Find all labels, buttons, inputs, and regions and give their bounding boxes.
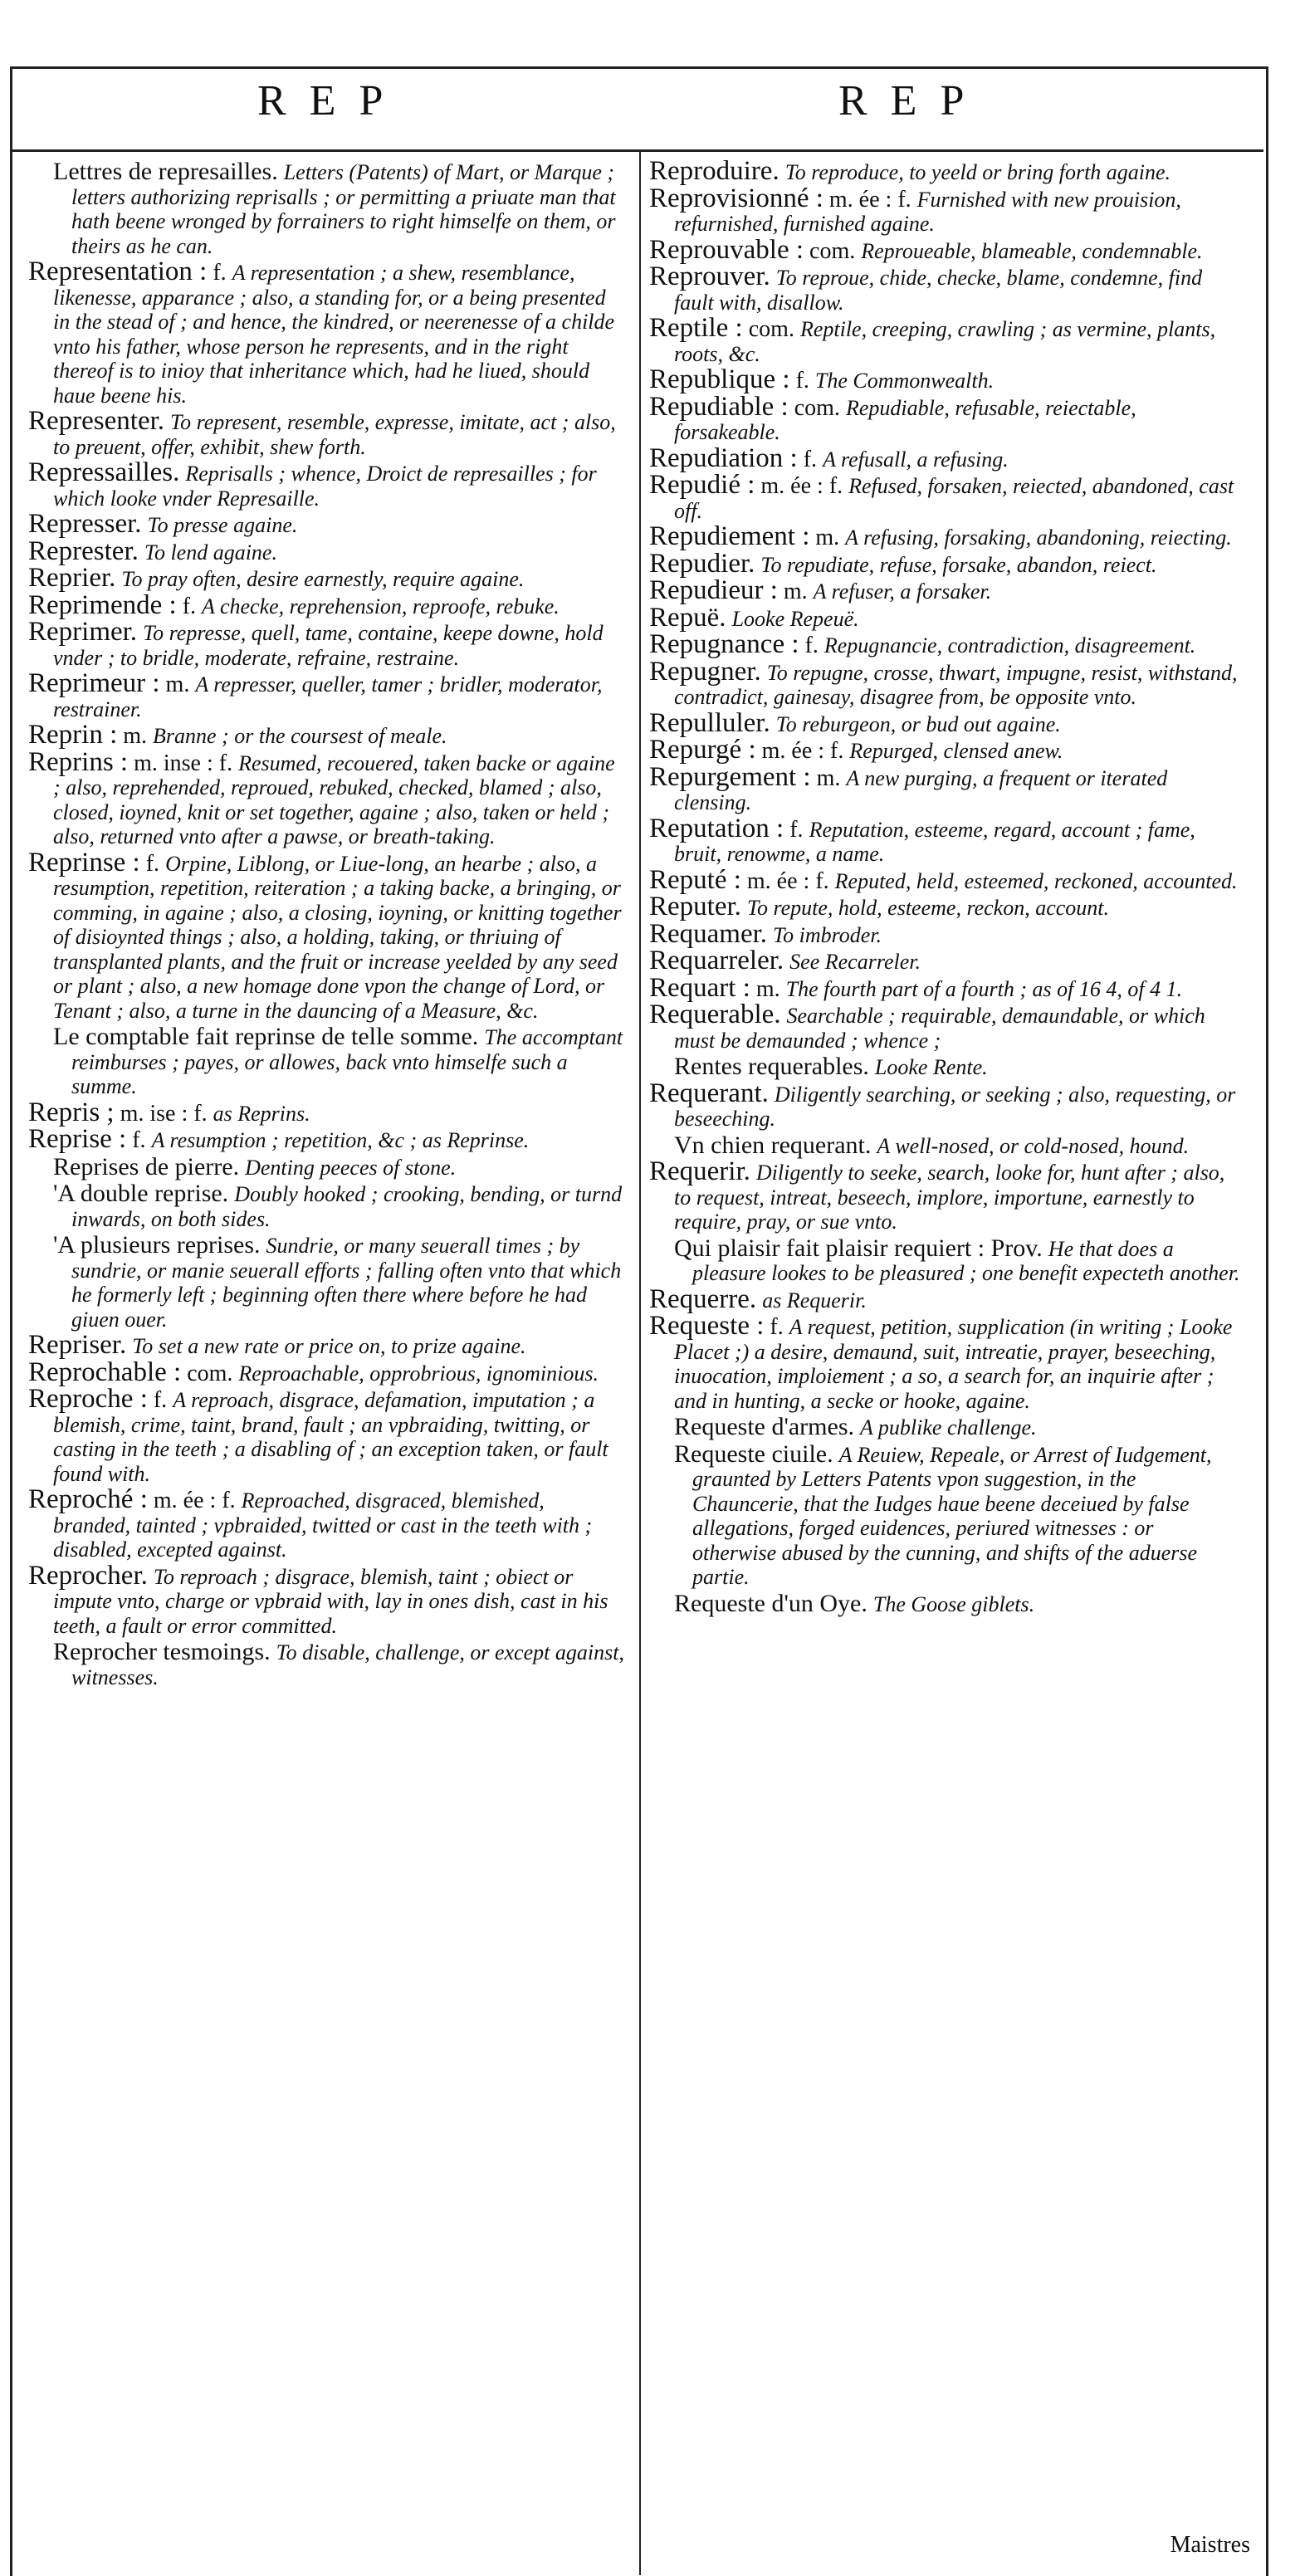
headword: Requerir. <box>649 1156 750 1186</box>
headword: Reprise : <box>28 1124 127 1154</box>
grammar-label: m. ise : f. <box>120 1100 208 1127</box>
dictionary-entry <box>649 183 1243 237</box>
dictionary-entry <box>649 1156 1243 1234</box>
dictionary-entry <box>28 509 626 539</box>
dictionary-entry <box>649 156 1243 186</box>
dictionary-entry <box>28 1330 626 1360</box>
right-column <box>649 156 1243 1618</box>
definition: The Goose giblets. <box>872 1591 1035 1616</box>
grammar-label: f. <box>213 260 227 286</box>
headword: Qui plaisir fait plaisir requiert : Prov. <box>674 1234 1043 1262</box>
dictionary-entry <box>649 918 1243 949</box>
sub-entry <box>28 1233 626 1332</box>
sub-entry <box>28 1640 626 1689</box>
grammar-label: f. <box>145 850 160 877</box>
grammar-label: m. ée : f. <box>761 738 844 764</box>
definition: Denting peeces of stone. <box>245 1155 457 1180</box>
dictionary-entry <box>649 972 1243 1003</box>
dictionary-entry <box>28 1384 626 1486</box>
headword: Reputer. <box>649 892 741 921</box>
grammar-label: m. <box>815 525 840 550</box>
grammar-label: com. <box>187 1360 233 1386</box>
column-divider <box>639 151 641 2575</box>
headword: Republique : <box>649 364 790 394</box>
dictionary-entry <box>28 1560 626 1639</box>
headword: Reproché : <box>28 1484 148 1514</box>
dictionary-entry <box>649 761 1243 815</box>
headword: 'A double reprise. <box>53 1180 229 1207</box>
definition: See Recarreler. <box>789 950 921 974</box>
dictionary-entry <box>28 668 626 721</box>
definition: A Reuiew, Repeale, or Arrest of Iudgement, graunted by Letters Patents vpon suggestion, in the Chauncerie, that the Iudges haue beene deceiued by false allegations, forged euidences, periured witnesses : or otherwise abused by the cunning, and shifts of the aduerse partie. <box>692 1442 1212 1589</box>
catchword: Maistres <box>1170 2532 1250 2558</box>
definition: Reptile, creeping, crawling ; as vermine, plants, roots, &c. <box>674 317 1216 366</box>
sub-entry <box>28 1152 626 1180</box>
definition: as Requerir. <box>762 1288 867 1312</box>
definition: To reburgeon, or bud out againe. <box>775 711 1061 736</box>
sub-entry <box>28 1024 626 1099</box>
definition: To disable, challenge, or except against, witnesses. <box>71 1640 624 1689</box>
headword: Requart : <box>649 972 750 1003</box>
headword: Repudier. <box>649 548 755 579</box>
definition: A representation ; a shew, resemblance, likenesse, apparance ; also, a standing for, or a being presented in the stead of ; and hence, the kindred, or neerenesse of a childe vnto his father, whose person he represents, and in the right thereof is to inioy that inheritance which, had he liued, should haue beene his. <box>53 261 615 408</box>
definition: To set a new rate or price on, to prize againe. <box>132 1334 526 1358</box>
grammar-label: m. <box>165 672 190 697</box>
headword: Repudiement : <box>649 521 810 551</box>
headword: Repuë. <box>649 602 726 633</box>
headword: Reprins : <box>28 746 129 777</box>
definition: Sundrie, or many seuerall times ; by sundrie, or manie seuerall efforts ; falling often vnto that which he formerly left ; beginning often there where before he had giuen ouer. <box>71 1234 622 1332</box>
dictionary-entry <box>649 262 1243 315</box>
definition: Reputed, held, esteemed, reckoned, accounted. <box>834 868 1238 893</box>
headword: Reprocher tesmoings. <box>53 1638 271 1665</box>
dictionary-entry <box>28 1124 626 1154</box>
header-rule <box>10 149 1263 152</box>
dictionary-entry <box>649 548 1243 579</box>
definition: Letters (Patents) of Mart, or Marque ; letters authorizing reprisalls ; or permitting a priuate man that hath beene wronged by forrainers to right himselfe on them, or theirs as he can. <box>71 160 616 258</box>
headword: Le comptable fait reprinse de telle somme. <box>53 1023 479 1050</box>
dictionary-entry <box>649 813 1243 867</box>
grammar-label: f. <box>132 1127 146 1153</box>
dictionary-entry <box>28 563 626 593</box>
dictionary-entry <box>28 1356 626 1387</box>
dictionary-entry <box>649 864 1243 895</box>
headword: Requerant. <box>649 1078 769 1108</box>
grammar-label: com. <box>748 316 794 342</box>
headword: Reprier. <box>28 563 116 593</box>
dictionary-entry <box>28 535 626 566</box>
headword: Reprouvable : <box>649 234 804 265</box>
sub-entry <box>28 1181 626 1231</box>
definition: Reproachable, opprobrious, ignominious. <box>238 1361 599 1386</box>
definition: The fourth part of a fourth ; as of 16 4, of 4 1. <box>785 976 1183 1001</box>
definition: To presse againe. <box>147 513 298 537</box>
dictionary-entry <box>28 746 626 849</box>
definition: To pray often, desire earnestly, require againe. <box>121 567 525 591</box>
headword: Requeste d'un Oye. <box>674 1589 867 1617</box>
dictionary-entry <box>649 364 1243 394</box>
headword: Reprimer. <box>28 617 138 647</box>
definition: Reproached, disgraced, blemished, branded, tainted ; vpbraided, twitted or cast in the teeth with ; disabled, excepted against. <box>53 1488 593 1562</box>
dictionary-entry <box>649 442 1243 473</box>
definition: A reproach, disgrace, defamation, imputation ; a blemish, crime, taint, brand, fault ; an vpbraiding, twitting, or casting in the teeth ; a disabling of ; an exception taken, or fault found with. <box>53 1388 608 1486</box>
definition: A represser, queller, tamer ; bridler, moderator, restrainer. <box>53 672 603 721</box>
definition: To represent, resemble, expresse, imitate, act ; also, to preuent, offer, exhibit, shew forth. <box>53 410 616 459</box>
definition: Reproueable, blameable, condemnable. <box>861 238 1203 263</box>
headword: Reputé : <box>649 864 741 895</box>
grammar-label: m. ée : f. <box>760 473 843 499</box>
grammar-label: f. <box>770 1314 784 1340</box>
dictionary-entry <box>649 1311 1243 1413</box>
definition: A resumption ; repetition, &c ; as Reprinse. <box>151 1128 530 1152</box>
grammar-label: m. <box>123 723 148 749</box>
headword: 'A plusieurs reprises. <box>53 1231 261 1259</box>
sub-entry <box>649 1236 1243 1286</box>
dictionary-entry <box>649 1000 1243 1053</box>
dictionary-entry <box>28 617 626 670</box>
definition: To reproue, chide, checke, blame, condemne, find fault with, disallow. <box>674 266 1203 315</box>
headword: Requerable. <box>649 1000 781 1029</box>
headword: Reproche : <box>28 1384 148 1414</box>
dictionary-entry <box>649 602 1243 633</box>
definition: Looke Repeuë. <box>731 606 859 631</box>
definition: He that does a pleasure lookes to be pleasured ; one benefit expecteth another. <box>692 1236 1240 1285</box>
definition: To repugne, crosse, thwart, impugne, resist, withstand, contradict, gainesay, disagree from, be opposite vnto. <box>674 660 1238 709</box>
sub-entry <box>649 1415 1243 1440</box>
dictionary-entry <box>28 457 626 511</box>
headword: Represser. <box>28 509 142 539</box>
definition: The accomptant reimburses ; payes, or allowes, back vnto himselfe such a summe. <box>71 1025 623 1098</box>
headword: Reprimende : <box>28 589 177 620</box>
running-head-left: REP <box>257 77 407 125</box>
headword: Reprin : <box>28 720 118 750</box>
dictionary-entry <box>649 521 1243 551</box>
headword: Repudiation : <box>649 442 798 473</box>
headword: Requeste : <box>649 1311 765 1341</box>
grammar-label: f. <box>795 368 809 393</box>
dictionary-entry <box>649 234 1243 265</box>
headword: Requerre. <box>649 1283 757 1314</box>
dictionary-entry <box>28 589 626 620</box>
headword: Reprises de pierre. <box>53 1152 240 1180</box>
sub-entry <box>28 159 626 258</box>
headword: Reprovisionné : <box>649 183 823 213</box>
sub-entry <box>649 1442 1243 1590</box>
definition: Reprisalls ; whence, Droict de represailles ; for which looke vnder Represaille. <box>53 462 597 511</box>
headword: Reprouver. <box>649 262 770 291</box>
definition: To repute, hold, esteeme, reckon, account. <box>746 896 1110 920</box>
headword: Reptile : <box>649 313 743 343</box>
grammar-label: m. <box>816 765 841 791</box>
definition: Searchable ; requirable, demaundable, or which must be demaunded ; whence ; <box>674 1004 1205 1053</box>
definition: To lend againe. <box>144 540 277 565</box>
headword: Repriser. <box>28 1330 127 1360</box>
headword: Reprocher. <box>28 1560 148 1591</box>
grammar-label: m. inse : f. <box>134 750 233 776</box>
dictionary-entry <box>649 946 1243 975</box>
grammar-label: f. <box>803 446 818 472</box>
grammar-label: m. <box>783 579 808 604</box>
definition: A refuser, a forsaker. <box>813 579 992 604</box>
dictionary-entry <box>28 1484 626 1562</box>
headword: Requarreler. <box>649 946 784 975</box>
definition: Repugnancie, contradiction, disagreement. <box>823 633 1196 657</box>
dictionary-entry <box>28 257 626 408</box>
dictionary-entry <box>649 313 1243 366</box>
definition: A well-nosed, or cold-nosed, hound. <box>877 1133 1190 1158</box>
definition: To imbroder. <box>773 922 882 947</box>
definition: Furnished with new prouision, refurnished, furnished againe. <box>674 187 1181 236</box>
dictionary-entry <box>28 406 626 459</box>
sub-entry <box>649 1591 1243 1617</box>
dictionary-entry <box>649 391 1243 445</box>
definition: Branne ; or the coursest of meale. <box>153 724 447 748</box>
headword: Requeste ciuile. <box>674 1440 833 1468</box>
definition: A refusall, a refusing. <box>823 447 1009 472</box>
running-head-right: REP <box>838 77 988 125</box>
headword: Vn chien requerant. <box>674 1131 872 1159</box>
definition: To reproach ; disgrace, blemish, taint ; obiect or impute vnto, charge or vpbraid with, lay in ones dish, cast in his teeth, a fault or error committed. <box>53 1564 608 1638</box>
grammar-label: f. <box>789 816 804 843</box>
headword: Repressailles. <box>28 457 180 487</box>
definition: Diligently to seeke, search, looke for, hunt after ; also, to request, intreat, beseech, implore, importune, earnestly to require, pray, or sue vnto. <box>674 1161 1225 1234</box>
definition: Doubly hooked ; crooking, bending, or turnd inwards, on both sides. <box>71 1182 623 1231</box>
headword: Reputation : <box>649 813 784 843</box>
headword: Repudieur : <box>649 575 778 605</box>
dictionary-entry <box>28 847 626 1024</box>
dictionary-entry <box>649 470 1243 523</box>
grammar-label: com. <box>809 237 856 264</box>
grammar-label: f. <box>182 593 197 619</box>
headword: Requeste d'armes. <box>674 1413 855 1440</box>
grammar-label: f. <box>804 633 819 658</box>
definition: To reproduce, to yeeld or bring forth againe. <box>784 160 1171 184</box>
headword: Repugner. <box>649 656 761 687</box>
definition: Reputation, esteeme, regard, account ; fame, bruit, renowme, a name. <box>674 817 1195 866</box>
definition: as Reprins. <box>213 1101 310 1126</box>
grammar-label: com. <box>794 394 840 421</box>
headword: Represter. <box>28 535 139 566</box>
headword: Repurgé : <box>649 735 756 765</box>
headword: Representer. <box>28 406 165 436</box>
dictionary-entry <box>649 707 1243 738</box>
headword: Repris ; <box>28 1097 115 1127</box>
definition: A request, petition, supplication (in writing ; Looke Placet ;) a desire, demaund, suit, intreatie, prayer, beseeching, inuocation, imploiement ; a so, a search for, an inquirie after ; and in hunting, a secke or hooke, againe. <box>674 1315 1233 1413</box>
definition: Looke Rente. <box>874 1055 988 1079</box>
grammar-label: m. ée : f. <box>746 868 829 894</box>
definition: Repurged, clensed anew. <box>849 739 1063 763</box>
headword: Repudié : <box>649 470 755 500</box>
headword: Requamer. <box>649 918 768 949</box>
dictionary-entry <box>649 1283 1243 1314</box>
grammar-label: f. <box>153 1387 168 1413</box>
sub-entry <box>649 1054 1243 1080</box>
definition: To repudiate, refuse, forsake, abandon, reiect. <box>760 552 1157 577</box>
headword: Rentes requerables. <box>674 1053 869 1080</box>
headword: Repugnance : <box>649 629 799 659</box>
definition: A new purging, a frequent or iterated clensing. <box>674 765 1168 814</box>
definition: Refused, forsaken, reiected, abandoned, cast off. <box>674 474 1234 523</box>
sub-entry <box>649 1133 1243 1159</box>
definition: Resumed, recouered, taken backe or againe ; also, reprehended, reproued, rebuked, checked, blamed ; also, closed, ioyned, knit or set together, againe ; also, taken or held ; also, returned vnto after a pawse, or breath-taking. <box>53 750 615 848</box>
headword: Reprimeur : <box>28 668 160 698</box>
grammar-label: m. ée : f. <box>828 186 911 213</box>
headword: Reproduire. <box>649 156 780 186</box>
definition: A publike challenge. <box>860 1415 1037 1440</box>
headword: Reprochable : <box>28 1356 182 1387</box>
definition: Diligently searching, or seeking ; also, requesting, or beseeching. <box>674 1082 1236 1131</box>
definition: A refusing, forsaking, abandoning, reiecting. <box>845 525 1232 550</box>
dictionary-entry <box>28 720 626 750</box>
headword: Representation : <box>28 257 208 286</box>
definition: The Commonwealth. <box>814 369 995 393</box>
headword: Repudiable : <box>649 391 789 422</box>
headword: Reprinse : <box>28 847 140 877</box>
dictionary-entry <box>649 735 1243 765</box>
dictionary-entry <box>28 1097 626 1127</box>
dictionary-entry <box>649 1078 1243 1132</box>
dictionary-entry <box>649 575 1243 605</box>
headword: Lettres de represailles. <box>53 158 278 185</box>
headword: Repurgement : <box>649 761 811 792</box>
definition: Repudiable, refusable, reiectable, forsakeable. <box>674 395 1136 444</box>
definition: Orpine, Liblong, or Liue-long, an hearbe ; also, a resumption, repetition, reiteration ; a taking backe, a bringing, or comming, in againe ; also, a closing, ioyning, or knitting together of disioynted things ; also, a holding, taking, or thriuing of transplanted plants, and the fruit or increase yeelded by any seed or plant ; also, a new homage done vpon the change of Lord, or Tenant ; also, a turne in the dauncing of a Measure, &c. <box>53 851 622 1023</box>
headword: Repulluler. <box>649 707 770 738</box>
definition: To represse, quell, tame, containe, keepe downe, hold vnder ; to bridle, moderate, refraine, restraine. <box>53 621 604 670</box>
dictionary-entry <box>649 892 1243 921</box>
dictionary-entry <box>649 629 1243 659</box>
grammar-label: m. <box>755 975 780 1002</box>
definition: A checke, reprehension, reproofe, rebuke. <box>202 594 560 618</box>
dictionary-entry <box>649 656 1243 710</box>
left-column <box>28 159 626 1691</box>
grammar-label: m. ée : f. <box>153 1488 236 1513</box>
